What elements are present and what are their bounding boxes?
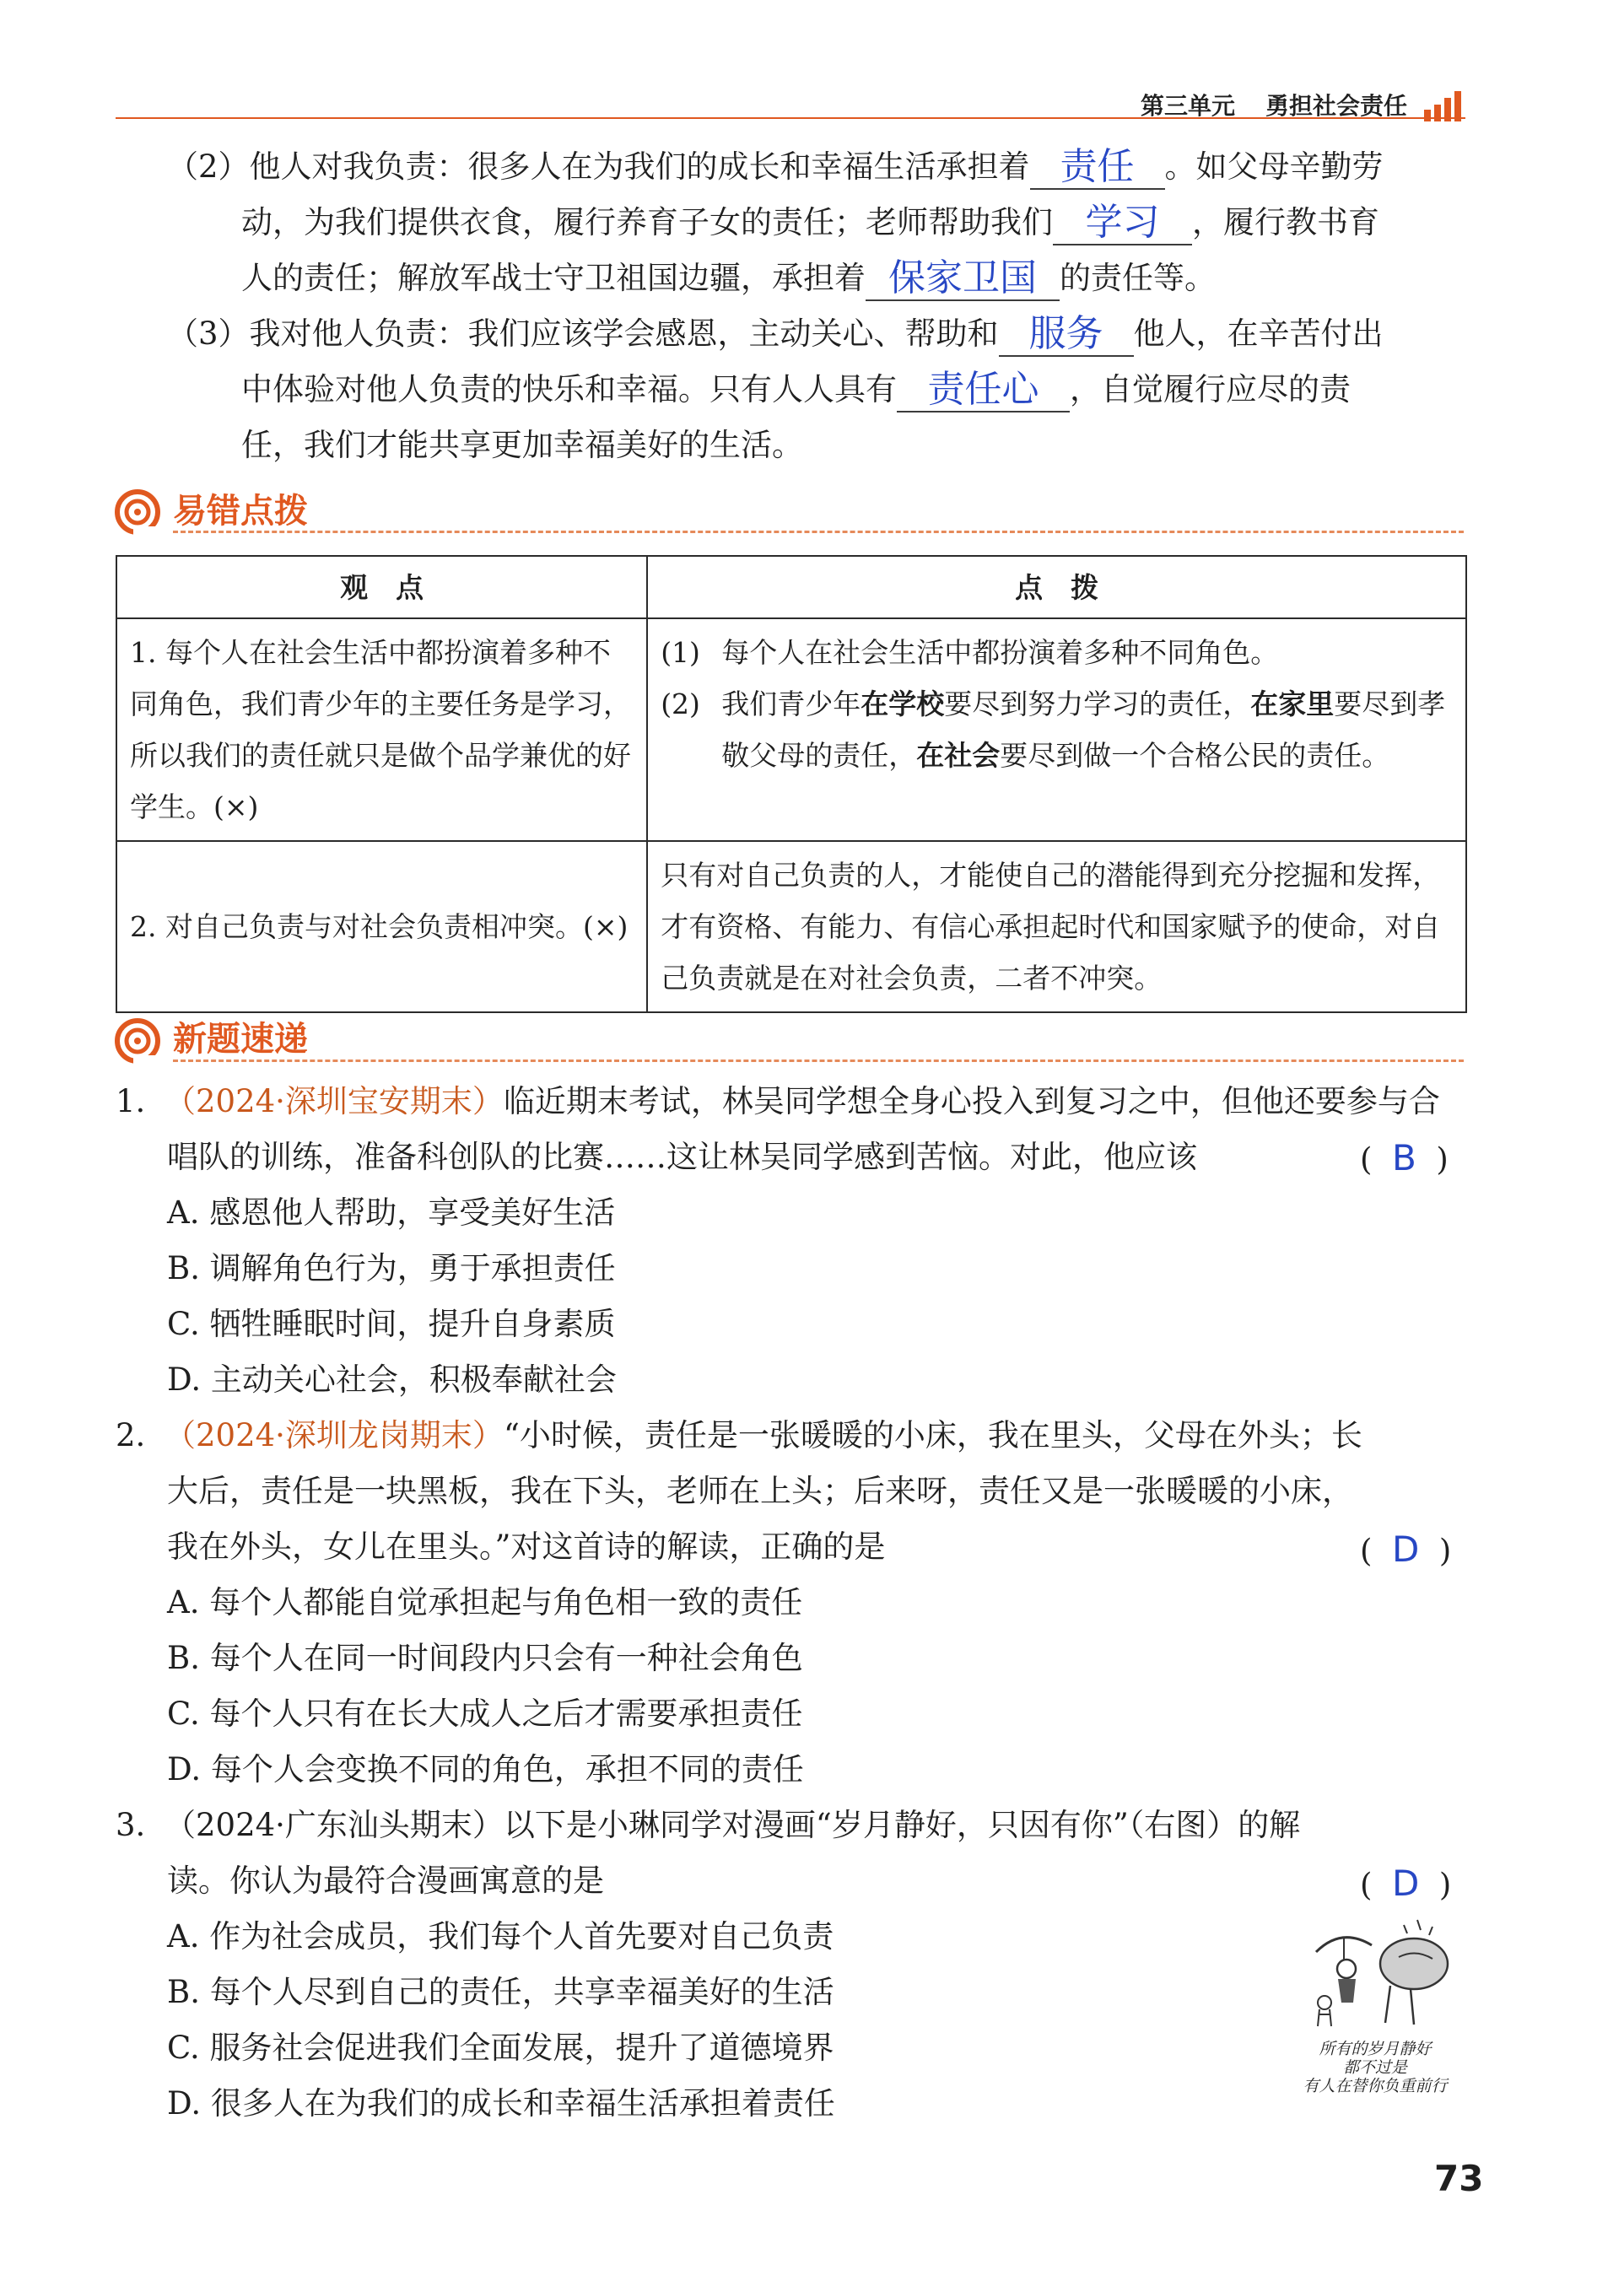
question-source: （2024·深圳宝安期末）	[165, 1083, 504, 1119]
q2-line3: 我在外头，女儿在里头。”对这首诗的解读，正确的是	[167, 1529, 886, 1565]
p3-line3: 任，我们才能共享更加幸福美好的生活。	[241, 427, 803, 463]
cartoon-illustration	[1291, 1908, 1459, 2035]
header-rule	[116, 117, 1465, 119]
question-source: （2024·深圳龙岗期末）	[165, 1417, 504, 1453]
option-b: B. 每个人尽到自己的责任，共享幸福美好的生活	[167, 1974, 834, 2010]
question-source: （2024·广东汕头期末）	[165, 1807, 504, 1843]
option-a: A. 感恩他人帮助，享受美好生活	[167, 1194, 616, 1231]
header-unit: 第三单元	[1141, 92, 1236, 120]
section-title-errors: 易错点拨	[173, 492, 308, 531]
option-d: D. 主动关心社会，积极奉献社会	[167, 1361, 617, 1398]
p3-line1: （3）我对他人负责：我们应该学会感恩，主动关心、帮助和 服务 他人，在辛苦付出	[167, 312, 1384, 355]
table-cell-view: 2. 对自己负责与对社会负责相冲突。(×)	[116, 841, 647, 1012]
p3-line2: 中体验对他人负责的快乐和幸福。只有人人具有 责任心 ，自觉履行应尽的责	[241, 368, 1351, 411]
bars-icon	[1424, 91, 1465, 121]
option-a: A. 每个人都能自觉承担起与角色相一致的责任	[167, 1584, 803, 1620]
section-divider	[173, 1060, 1464, 1062]
option-c: C. 牺牲睡眠时间，提升自身素质	[167, 1306, 616, 1342]
option-c: C. 服务社会促进我们全面发展，提升了道德境界	[167, 2030, 834, 2066]
answer-paren: ( D )	[1360, 1529, 1452, 1570]
q1-line1: 1. （2024·深圳宝安期末）临近期末考试，林吴同学想全身心投入到复习之中，但他还要参与合	[116, 1083, 1440, 1119]
q1-line2: 唱队的训练，准备科创队的比赛……这让林吴同学感到苦恼。对此，他应该	[167, 1139, 1197, 1175]
q3-line1: 3. （2024·广东汕头期末）以下是小琳同学对漫画“岁月静好，只因有你”（右图）的解	[116, 1807, 1301, 1843]
table-cell-tip: (1) 每个人在社会生活中都扮演着多种不同角色。 (2) 我们青少年在学校要尽到努力学习的责任，在家里要尽到孝敬父母的责任，在社会要尽到做一个合格公民的责任。	[647, 618, 1466, 841]
q2-line2: 大后，责任是一块黑板，我在下头，老师在上头；后来呀，责任又是一张暖暖的小床，	[167, 1473, 1353, 1509]
option-a: A. 作为社会成员，我们每个人首先要对自己负责	[167, 1918, 834, 1955]
header-title: 勇担社会责任	[1265, 92, 1408, 120]
answer-blank: 学习	[1053, 202, 1192, 245]
option-b: B. 每个人在同一时间段内只会有一种社会角色	[167, 1640, 803, 1676]
option-c: C. 每个人只有在长大成人之后才需要承担责任	[167, 1696, 803, 1732]
cartoon-caption: 所有的岁月静好 都不过是 有人在替你负重前行	[1303, 2040, 1448, 2095]
table-row	[116, 841, 1466, 1012]
option-d: D. 每个人会变换不同的角色，承担不同的责任	[167, 1751, 804, 1787]
answer-paren: ( B )	[1360, 1137, 1449, 1178]
section-divider	[173, 531, 1464, 533]
target-icon	[113, 1016, 162, 1065]
answer-blank: 保家卫国	[866, 257, 1060, 301]
option-b: B. 调解角色行为，勇于承担责任	[167, 1250, 616, 1286]
tips-table	[116, 555, 1467, 1013]
answer-paren: ( D )	[1360, 1863, 1452, 1904]
answer-blank: 责任	[1030, 146, 1165, 190]
p2-line3: 人的责任；解放军战士守卫祖国边疆，承担着 保家卫国 的责任等。	[241, 256, 1216, 299]
table-cell-view: 1. 每个人在社会生活中都扮演着多种不同角色，我们青少年的主要任务是学习，所以我们的责任就只是做个品学兼优的好学生。(×)	[116, 618, 647, 841]
page-number: 73	[1434, 2158, 1484, 2199]
table-cell-tip: 只有对自己负责的人，才能使自己的潜能得到充分挖掘和发挥，才有资格、有能力、有信心承担起时代和国家赋予的使命，对自己负责就是在对社会负责，二者不冲突。	[647, 841, 1466, 1012]
answer-blank: 责任心	[897, 369, 1070, 412]
p2-line2: 动，为我们提供衣食，履行养育子女的责任；老师帮助我们 学习 ，履行教书育	[241, 201, 1379, 244]
section-title-new: 新题速递	[173, 1020, 308, 1059]
answer-blank: 服务	[999, 313, 1134, 357]
table-row	[116, 618, 1466, 841]
option-d: D. 很多人在为我们的成长和幸福生活承担着责任	[167, 2085, 835, 2122]
table-header-view: 观 点	[116, 556, 647, 618]
q2-line1: 2. （2024·深圳龙岗期末）“小时候，责任是一张暖暖的小床，我在里头，父母在外头；长	[116, 1417, 1362, 1453]
table-header-tip: 点 拨	[647, 556, 1466, 618]
q3-line2: 读。你认为最符合漫画寓意的是	[167, 1863, 604, 1899]
target-icon	[113, 488, 162, 536]
table-header-row	[116, 556, 1466, 618]
p2-line1: （2）他人对我负责：很多人在为我们的成长和幸福生活承担着 责任 。如父母辛勤劳	[167, 145, 1384, 188]
